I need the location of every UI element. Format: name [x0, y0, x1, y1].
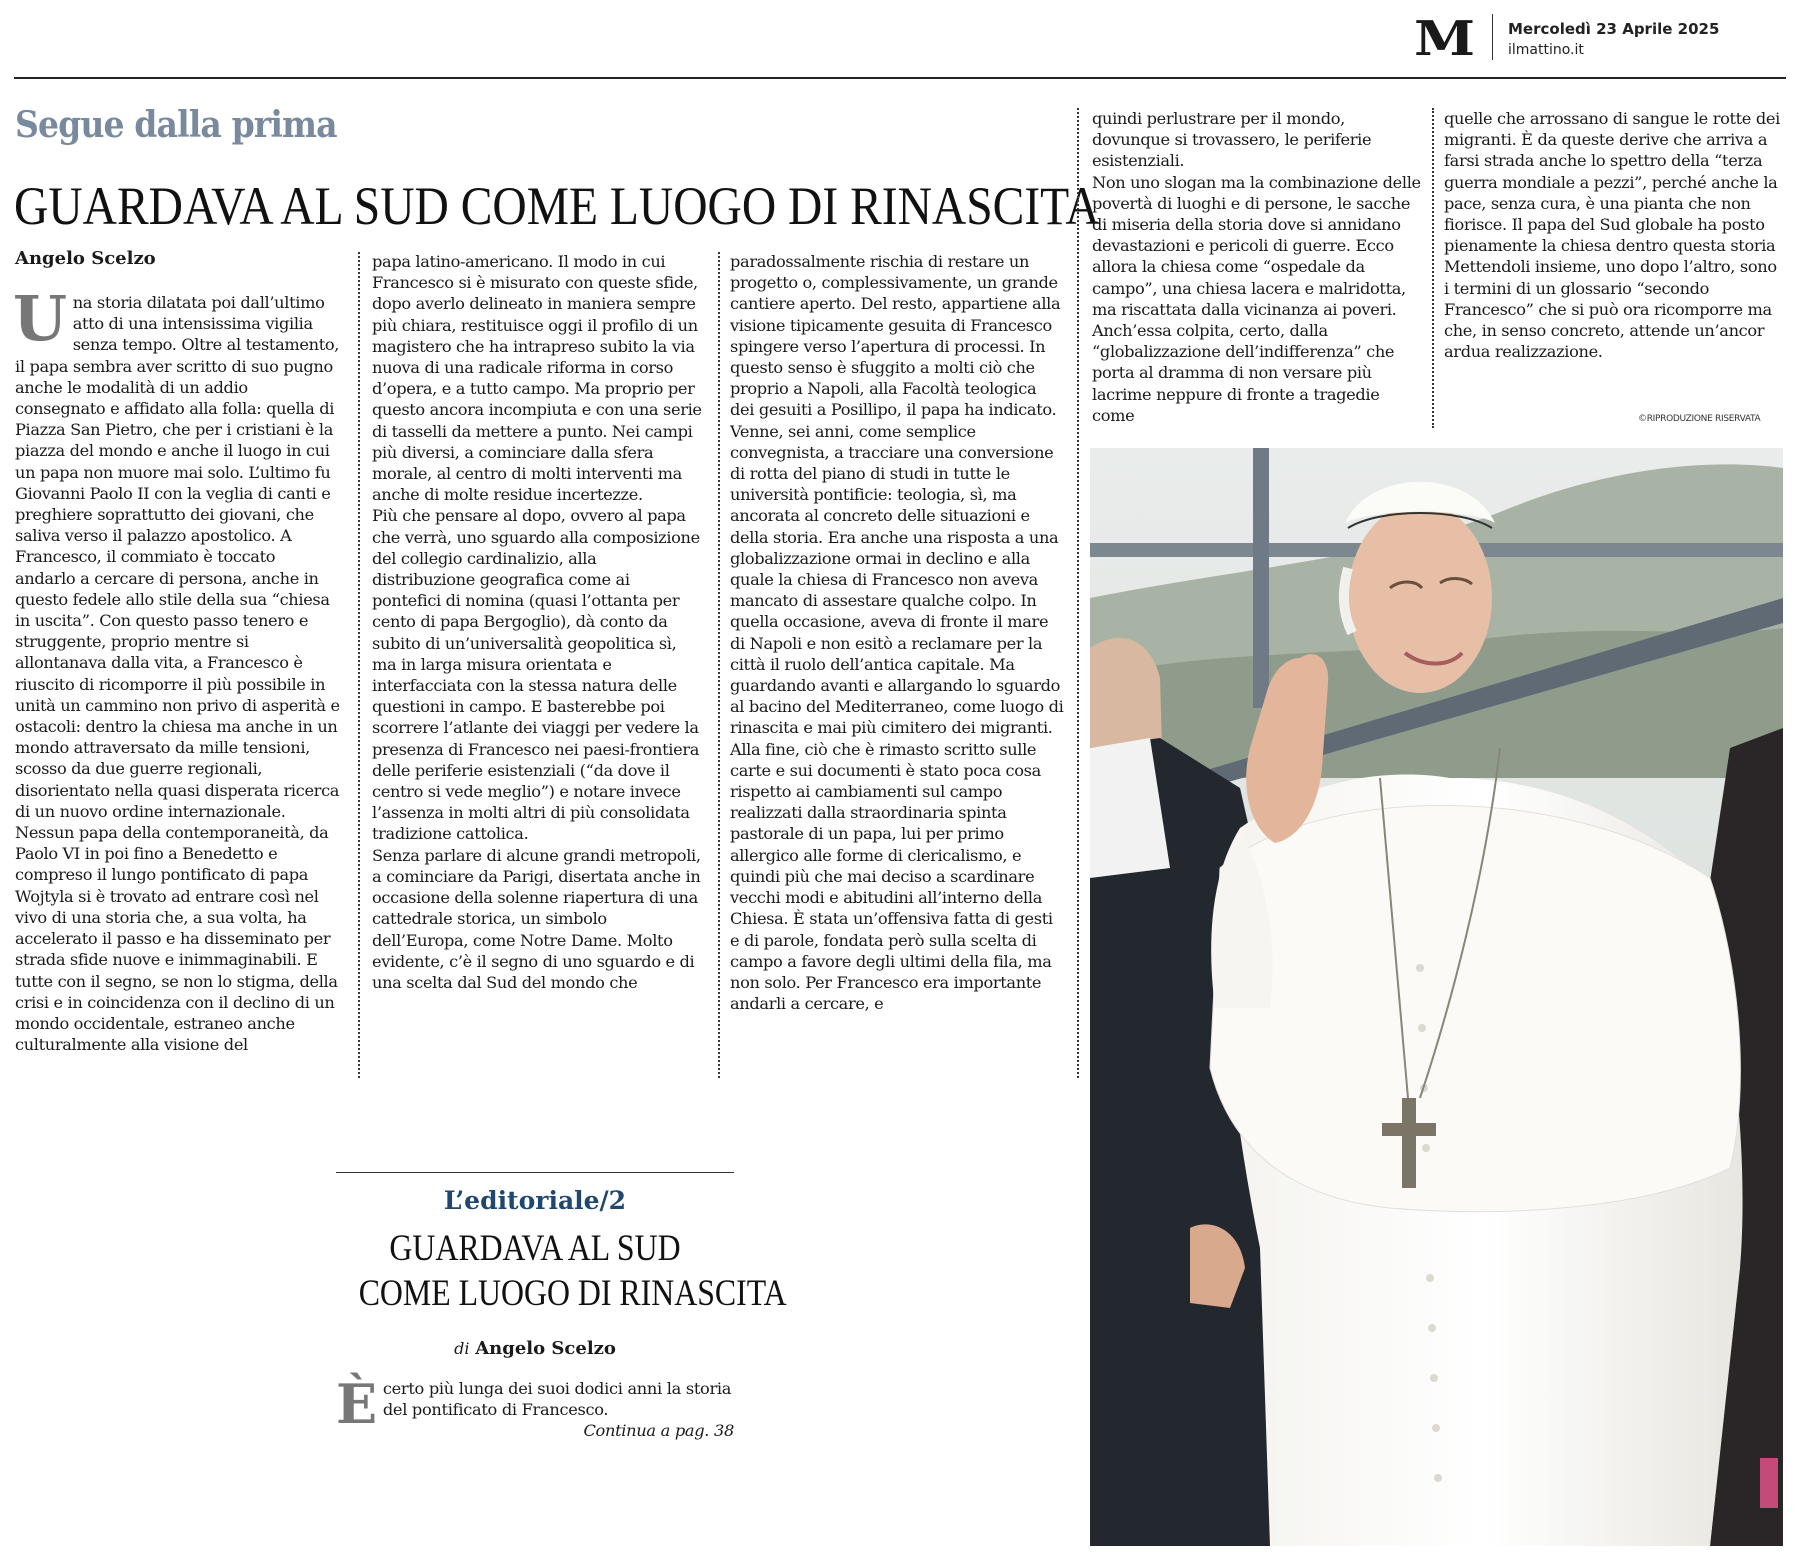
editorial-text: certo più lunga dei suoi dodici anni la storia del pontificato di Francesco. [382, 1379, 732, 1419]
editorial-title-line: COME LUOGO DI RINASCITA [358, 1273, 787, 1314]
pope-francis-photo [1090, 448, 1783, 1546]
copyright-notice: ©RIPRODUZIONE RISERVATA [1638, 414, 1761, 424]
column-divider [718, 252, 720, 1078]
paragraph: papa latino-americano. Il modo in cui Francesco si è misurato con queste sfide, dopo averlo delineato in maniera sempre più chiara, restituisce oggi il profilo di un magistero che ha intrapreso subito la via nuova di una radicale riforma in corso d’opera, e a tutto campo. Ma proprio per questo ancora incompiuta e con una serie di tasselli da mettere a punto. Nei campi più diversi, a cominciare dalla sfera morale, al centro di molti interventi ma anche di molte residue incertezze. [372, 252, 702, 505]
paragraph: Alla fine, ciò che è rimasto scritto sulle carte e sui documenti è stato poca cosa rispetto ai cambiamenti sul campo realizzati dalla straordinaria spinta pastorale di un papa, lui per primo allergico alle forme di clericalismo, e quindi più che mai deciso a scardinare vecchi modi e abitudini all’interno della Chiesa. È stata un’offensiva fatta di gesti e di parole, fondata però sulla scelta di campo a favore degli ultimi della fila, ma non solo. Per Francesco era importante andarli a cercare, e [730, 739, 1053, 1014]
article-headline: GUARDAVA AL SUD COME LUOGO DI RINASCITA [14, 176, 1100, 236]
editorial-kicker: L’editoriale/2 [443, 1186, 627, 1215]
byline-prefix: di [454, 1339, 470, 1358]
top-rule [14, 77, 1786, 79]
editorial-body [336, 1372, 734, 1441]
editorial-title [330, 1226, 787, 1316]
editorial-title-line: GUARDAVA AL SUD [389, 1228, 681, 1269]
newspaper-logo: M [1414, 11, 1473, 67]
drop-cap: È [336, 1372, 377, 1436]
paragraph: Più che pensare al dopo, ovvero al papa che verrà, uno sguardo alla composizione del collegio cardinalizio, alla distribuzione geografica come ai pontefici di nomina (quasi l’ottanta per cento di papa Bergoglio), dà conto da subito di un’universalità geopolitica sì, ma in larga misura orientata e interfacciata con la stessa natura delle questioni in campo. E basterebbe poi scorrere l’atlante dei viaggi per vedere la presenza di Francesco nei paesi-frontiera delle periferie esistenziali (“da dove il centro si vede meglio”) e notare invece l’assenza in molti altri di più consolidata tradizione cattolica. [372, 506, 700, 844]
issue-date: Mercoledì 23 Aprile 2025 [1508, 20, 1720, 38]
paragraph: quelle che arrossano di sangue le rotte dei migranti. È da queste derive che arriva a farsi strada anche lo spettro della “terza guerra mondiale a pezzi”, perché anche la pace, senza cura, è una pianta che non fiorisce. Il papa del Sud globale ha posto pienamente la chiesa dentro questa storia Mettendoli insieme, uno dopo l’altro, sono i termini di un glossario “secondo Francesco” che si può ora ricomporre ma che, in senso concreto, attende un’ancor ardua realizzazione. [1444, 109, 1780, 362]
paragraph: Non uno slogan ma la combinazione delle povertà di luoghi e di persone, le sacche di miseria della storia dove si annidano devastazioni e pericoli di guerre. Ecco allora la chiesa come “ospedale da campo”, una chiesa lacera e malridotta, ma riscattata dalla vicinanza ai poveri. Anch’essa colpita, certo, dalla “globalizzazione dell’indifferenza” che porta al dramma di non versare più lacrime neppure di fronte a tragedie come [1092, 172, 1421, 425]
article-column-2 [372, 251, 702, 993]
article-byline: Angelo Scelzo [15, 248, 156, 269]
continue-link[interactable]: Continua a pag. 38 [583, 1421, 734, 1440]
site-url[interactable]: ilmattino.it [1508, 42, 1584, 58]
column-divider [1432, 108, 1434, 428]
drop-cap: U [13, 282, 67, 355]
paragraph: Senza parlare di alcune grandi metropoli, a cominciare da Parigi, disertata anche in occasione della solenne riapertura di una cattedrale storica, un simbolo dell’Europa, come Notre Dame. Molto evidente, c’è il segno di uno sguardo e di una scelta dal Sud del mondo che [372, 845, 701, 992]
byline-author: Angelo Scelzo [475, 1338, 616, 1359]
editorial-byline [336, 1338, 734, 1359]
photo-illustration [1090, 448, 1783, 1546]
column-divider [1077, 108, 1079, 1078]
editorial-rule [336, 1172, 734, 1173]
article-column-4 [1092, 108, 1422, 426]
header-divider [1492, 14, 1493, 60]
paragraph: quindi perlustrare per il mondo, dovunque si trovassero, le periferie esistenziali. [1092, 109, 1372, 171]
section-kicker: Segue dalla prima [15, 104, 337, 146]
article-column-1 [13, 282, 340, 1055]
article-column-5 [1444, 108, 1784, 362]
paragraph: paradossalmente rischia di restare un progetto o, complessivamente, un grande cantiere aperto. Del resto, appartiene alla visione tipicamente gesuita di Francesco spingere verso l’apertura di processi. In questo senso è sfuggito a molti ciò che proprio a Napoli, alla Facoltà teologica dei gesuiti a Posillipo, il papa ha indicato. Venne, sei anni, come semplice convegnista, a tracciare una conversione di rotta del piano di studi in tutte le università pontificie: teologia, sì, ma ancorata al concreto delle situazioni e della storia. Era anche una risposta a una globalizzazione ormai in declino e alla quale la chiesa di Francesco non aveva mancato di assestare qualche colpo. In quella occasione, aveva di fronte il mare di Napoli e non esitò a reclamare per la città il ruolo dell’antica capitale. Ma guardando avanti e allargando lo sguardo al bacino del Mediterraneo, come luogo di rinascita e mai più cimitero dei migranti. [730, 252, 1064, 738]
article-column-3 [730, 251, 1065, 1014]
column-divider [358, 252, 360, 1078]
column-text: na storia dilatata poi dall’ultimo atto di una intensissima vigilia senza tempo. Oltre al testamento, il papa sembra aver scritto di suo pugno anche le modalità di un addio consegnato e affidato alla folla: quella di Piazza San Pietro, che per i cristiani è la piazza del mondo e anche il luogo in cui un papa non muore mai solo. L’ultimo fu Giovanni Paolo II con la veglia di canti e preghiere soprattutto dei giovani, che saliva verso il palazzo apostolico. A Francesco, il commiato è toccato andarlo a cercare di persona, anche in questo fedele allo stile della sua “chiesa in uscita”. Con questo passo tenero e struggente, proprio mentre si allontanava dalla vita, a Francesco è riuscito di ricomporre il più possibile in unità un cammino non privo di asperità e ostacoli: dentro la chiesa ma anche in un mondo attraversato da mille tensioni, scosso da due guerre regionali, disorientato nella quasi disperata ricerca di un nuovo ordine internazionale. Nessun papa della contemporaneità, da Paolo VI in poi fino a Benedetto e compreso il lungo pontificato di papa Wojtyla si è trovato ad entrare così nel vivo di una storia che, a sua volta, ha accelerato il passo e ha disseminato per strada sfide nuove e inimmaginabili. E tutte con il segno, se non lo stigma, della crisi e in coincidenza con il declino di un mondo occidentale, estraneo anche culturalmente alla visione del [15, 293, 340, 1055]
